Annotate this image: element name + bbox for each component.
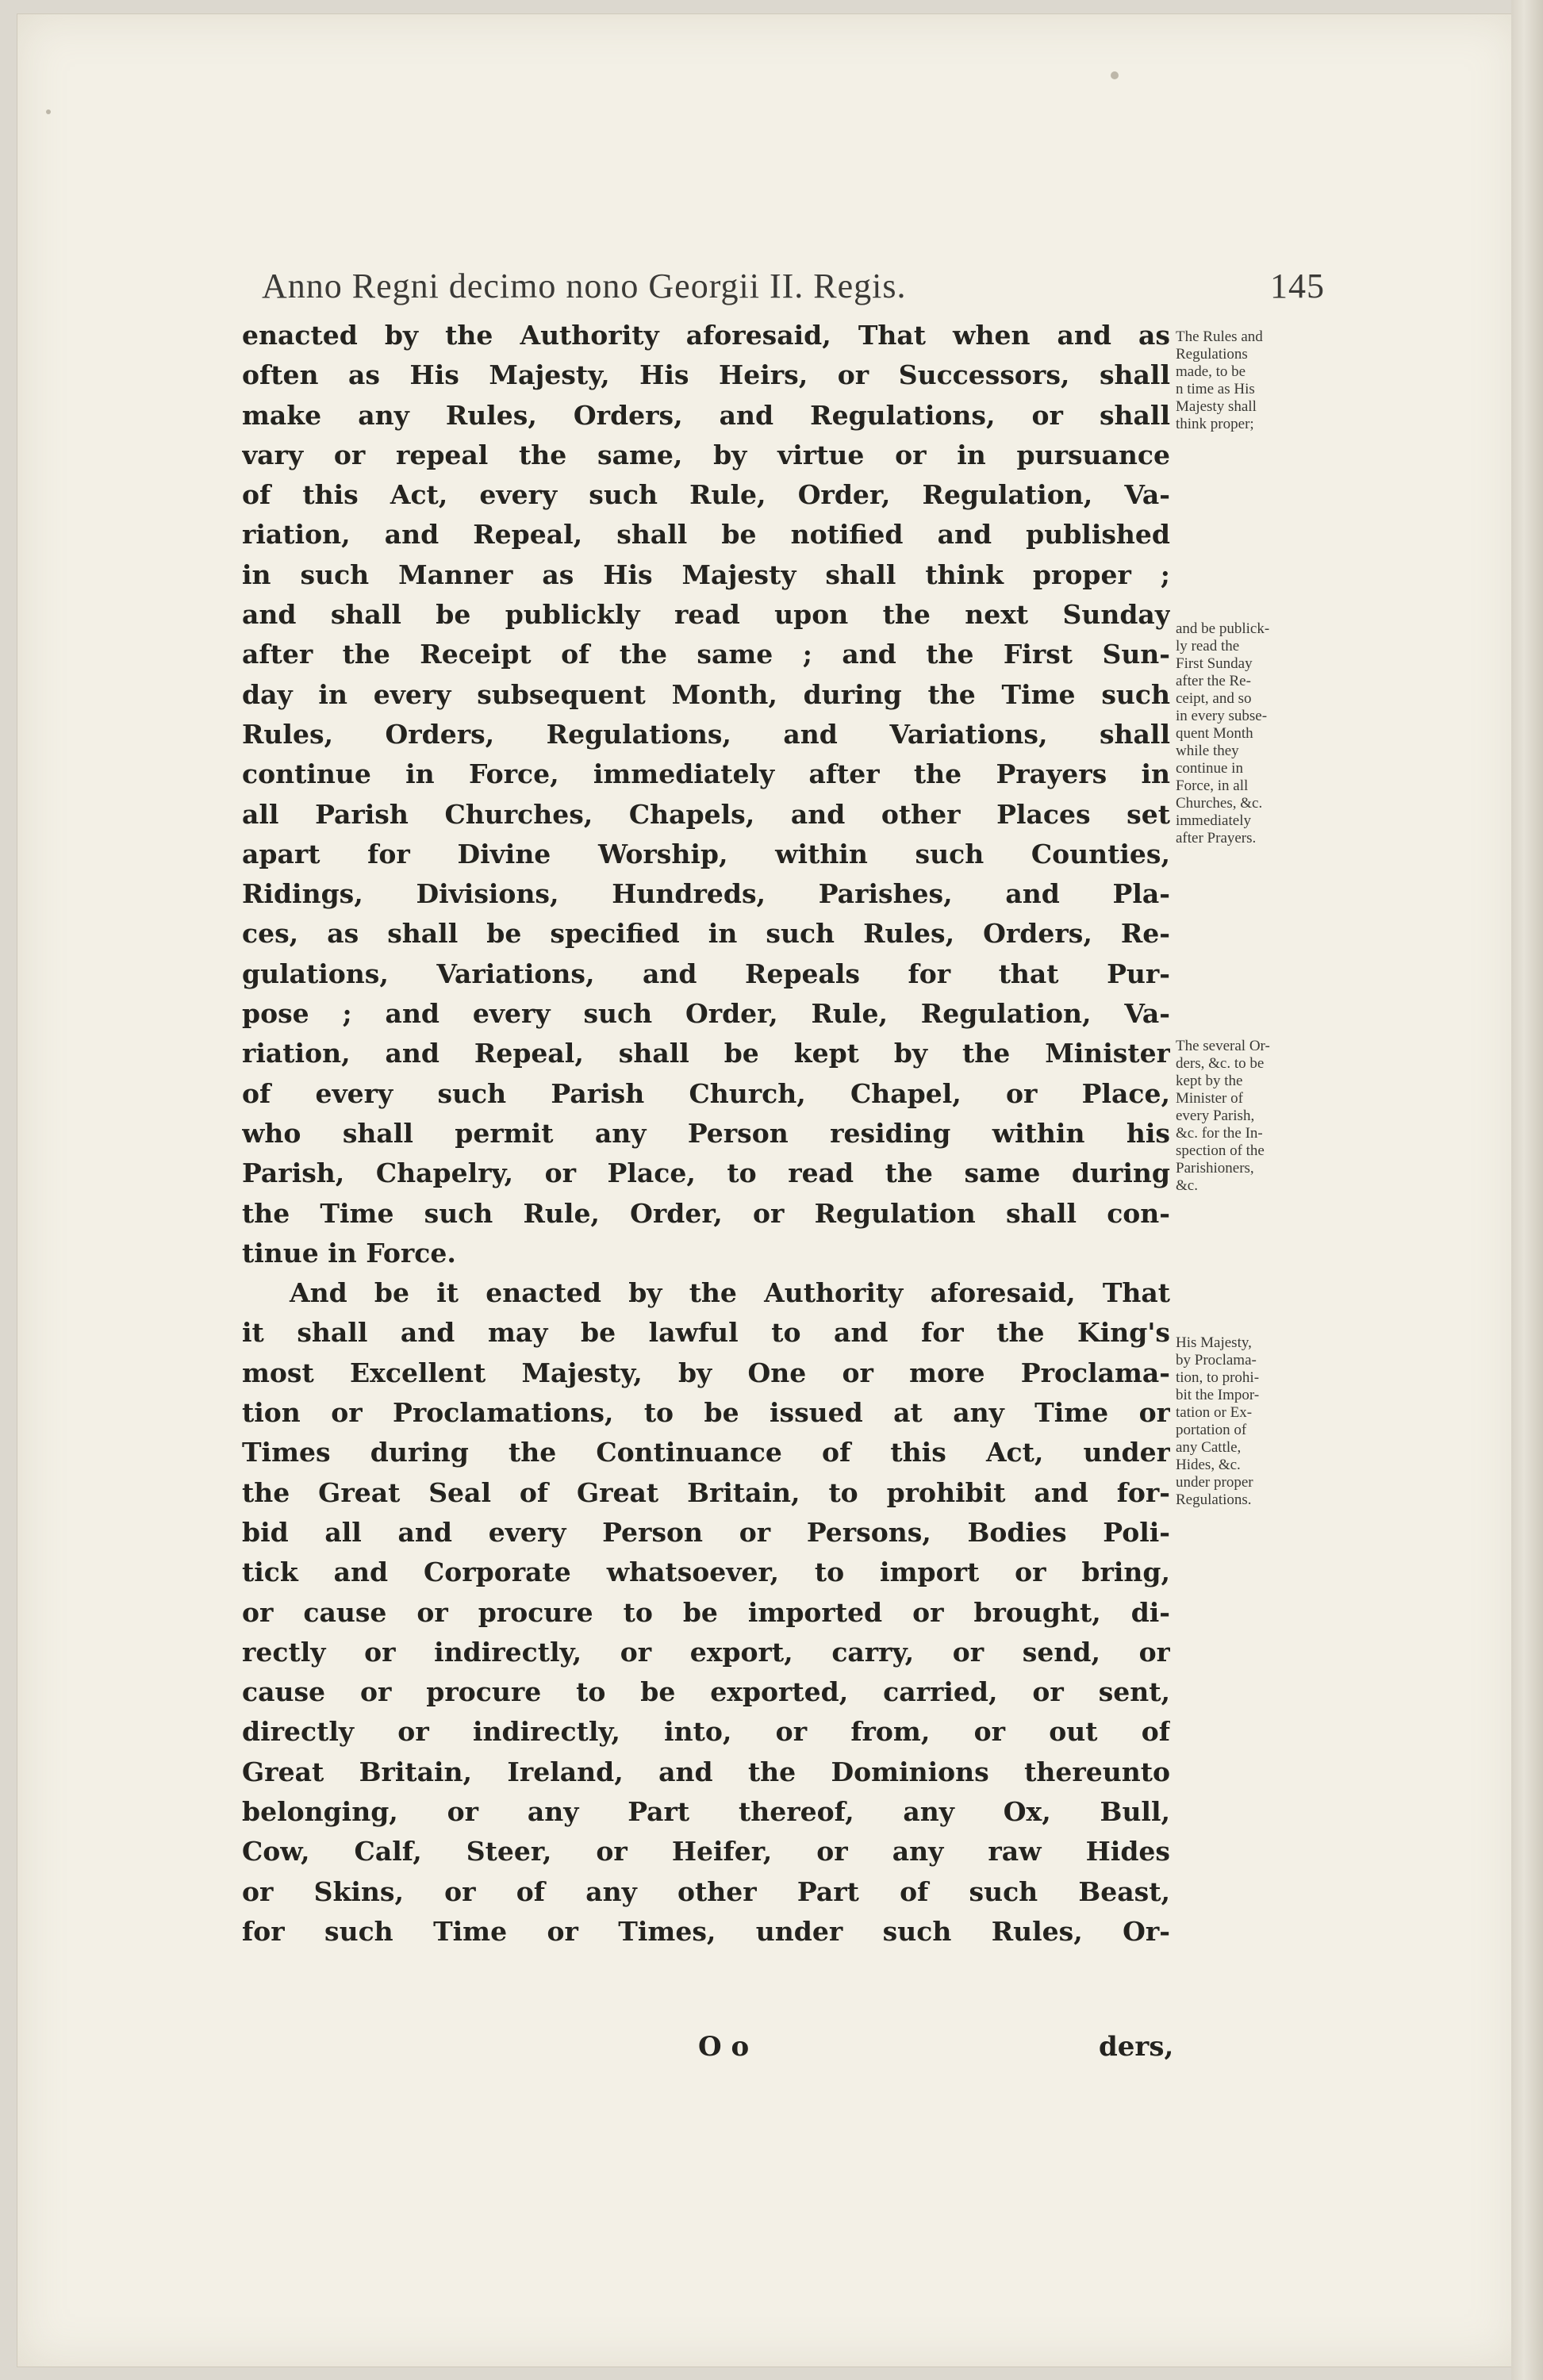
margin-note-line: while they xyxy=(1176,743,1239,759)
body-line: of this Act, every such Rule, Order, Regulation, Va- xyxy=(242,479,1170,511)
margin-note-line: tion, to prohi- xyxy=(1176,1369,1260,1386)
margin-note-line: and be publick- xyxy=(1176,620,1270,637)
body-line: continue in Force, immediately after the Prayers in xyxy=(242,758,1170,790)
margin-note-line: portation of xyxy=(1176,1422,1247,1438)
body-line: belonging, or any Part thereof, any Ox, Bull, xyxy=(242,1795,1170,1827)
body-line: cause or procure to be exported, carried, or sent, xyxy=(242,1676,1170,1708)
margin-note-line: The several Or- xyxy=(1176,1038,1270,1054)
margin-note xyxy=(1176,1334,1326,1509)
body-text xyxy=(242,316,1170,1952)
margin-note-line: continue in xyxy=(1176,760,1243,777)
margin-note-line: ders, &c. to be xyxy=(1176,1055,1265,1072)
margin-note-line: Majesty shall xyxy=(1176,398,1257,415)
body-line: all Parish Churches, Chapels, and other Places set xyxy=(242,798,1170,830)
paper-speck xyxy=(1111,71,1119,79)
margin-note-line: The Rules and xyxy=(1176,328,1263,345)
body-line: gulations, Variations, and Repeals for that Pur- xyxy=(242,958,1170,989)
body-line: and shall be publickly read upon the next Sunday xyxy=(242,599,1170,631)
body-line: tinue in Force. xyxy=(242,1237,456,1269)
margin-note-line: after the Re- xyxy=(1176,673,1251,689)
margin-note-line: spection of the xyxy=(1176,1142,1265,1159)
body-line: apart for Divine Worship, within such Counties, xyxy=(242,838,1170,869)
running-head xyxy=(262,266,1325,306)
body-line: rectly or indirectly, or export, carry, or send, or xyxy=(242,1636,1170,1668)
signature-mark: O o xyxy=(698,2031,750,2063)
body-line: day in every subsequent Month, during the Time such xyxy=(242,678,1170,710)
body-line: the Great Seal of Great Britain, to prohibit and for- xyxy=(242,1476,1170,1508)
body-line: it shall and may be lawful to and for the King's xyxy=(242,1317,1170,1349)
margin-note-line: Regulations. xyxy=(1176,1491,1252,1508)
body-line: bid all and every Person or Persons, Bodies Poli- xyxy=(242,1516,1170,1548)
margin-note-line: in every subse- xyxy=(1176,708,1268,724)
body-line: vary or repeal the same, by virtue or in pursuance xyxy=(242,439,1170,470)
body-line: make any Rules, Orders, and Regulations, or shall xyxy=(242,399,1170,431)
body-line: enacted by the Authority aforesaid, That when and as xyxy=(242,320,1170,351)
body-line: Ridings, Divisions, Hundreds, Parishes, and Pla- xyxy=(242,878,1170,910)
body-line: of every such Parish Church, Chapel, or Place, xyxy=(242,1077,1170,1109)
margin-note-line: Hides, &c. xyxy=(1176,1457,1241,1473)
body-line: Great Britain, Ireland, and the Dominions thereunto xyxy=(242,1756,1170,1787)
body-line: who shall permit any Person residing within his xyxy=(242,1117,1170,1149)
margin-note-line: First Sunday xyxy=(1176,655,1253,672)
margin-note-line: by Proclama- xyxy=(1176,1352,1257,1368)
body-line: or cause or procure to be imported or brought, di- xyxy=(242,1596,1170,1628)
body-line: or Skins, or of any other Part of such Beast, xyxy=(242,1875,1170,1907)
margin-note-line: Force, in all xyxy=(1176,777,1249,794)
body-line: pose ; and every such Order, Rule, Regulation, Va- xyxy=(242,998,1170,1030)
body-line: Cow, Calf, Steer, or Heifer, or any raw Hides xyxy=(242,1836,1170,1868)
body-line: riation, and Repeal, shall be notified and published xyxy=(242,519,1170,551)
margin-note-line: Churches, &c. xyxy=(1176,795,1263,812)
paper-speck xyxy=(46,109,51,114)
margin-note-line: Parishioners, xyxy=(1176,1160,1254,1177)
margin-note-line: after Prayers. xyxy=(1176,830,1257,846)
body-line: the Time such Rule, Order, or Regulation shall con- xyxy=(242,1197,1170,1229)
margin-note-line: His Majesty, xyxy=(1176,1334,1252,1351)
margin-note-line: every Parish, xyxy=(1176,1107,1255,1124)
body-line: in such Manner as His Majesty shall think proper ; xyxy=(242,559,1170,590)
body-line: directly or indirectly, into, or from, or out of xyxy=(242,1716,1170,1748)
margin-note-line: bit the Impor- xyxy=(1176,1387,1260,1403)
catchword: ders, xyxy=(1099,2031,1174,2063)
margin-note-line: tation or Ex- xyxy=(1176,1404,1253,1421)
margin-note-line: n time as His xyxy=(1176,381,1255,397)
body-line: Times during the Continuance of this Act, under xyxy=(242,1437,1170,1468)
margin-note-line: ly read the xyxy=(1176,638,1240,654)
body-line: for such Time or Times, under such Rules, Or- xyxy=(242,1915,1170,1947)
margin-note-line: ceipt, and so xyxy=(1176,690,1252,707)
margin-note-line: made, to be xyxy=(1176,363,1246,380)
margin-note xyxy=(1176,328,1326,433)
margin-note-line: any Cattle, xyxy=(1176,1439,1242,1456)
body-line: most Excellent Majesty, by One or more Proclama- xyxy=(242,1357,1170,1388)
margin-note-line: quent Month xyxy=(1176,725,1253,742)
body-line: after the Receipt of the same ; and the First Sun- xyxy=(242,639,1170,670)
margin-note-line: under proper xyxy=(1176,1474,1253,1491)
margin-note-line: Regulations xyxy=(1176,346,1248,363)
body-line: riation, and Repeal, shall be kept by the Minister xyxy=(242,1038,1170,1069)
page-edge xyxy=(1511,0,1543,2380)
margin-note-line: Minister of xyxy=(1176,1090,1243,1107)
running-head-title: Anno Regni decimo nono Georgii II. Regis. xyxy=(262,267,907,305)
margin-note-line: think proper; xyxy=(1176,416,1254,432)
body-line: tion or Proclamations, to be issued at any Time or xyxy=(242,1397,1170,1429)
body-line: often as His Majesty, His Heirs, or Successors, shall xyxy=(242,359,1170,391)
body-line: And be it enacted by the Authority aforesaid, That xyxy=(290,1277,1170,1309)
body-line: Rules, Orders, Regulations, and Variations, shall xyxy=(242,718,1170,750)
margin-note-line: kept by the xyxy=(1176,1073,1243,1089)
margin-note-line: &c. for the In- xyxy=(1176,1125,1263,1142)
body-line: ces, as shall be specified in such Rules, Orders, Re- xyxy=(242,918,1170,950)
margin-note-line: immediately xyxy=(1176,812,1251,829)
margin-note xyxy=(1176,620,1326,847)
body-line: tick and Corporate whatsoever, to import or bring, xyxy=(242,1557,1170,1588)
page-number: 145 xyxy=(1270,267,1325,305)
body-line: Parish, Chapelry, or Place, to read the same during xyxy=(242,1157,1170,1189)
margin-note xyxy=(1176,1038,1326,1195)
margin-note-line: &c. xyxy=(1176,1177,1198,1194)
